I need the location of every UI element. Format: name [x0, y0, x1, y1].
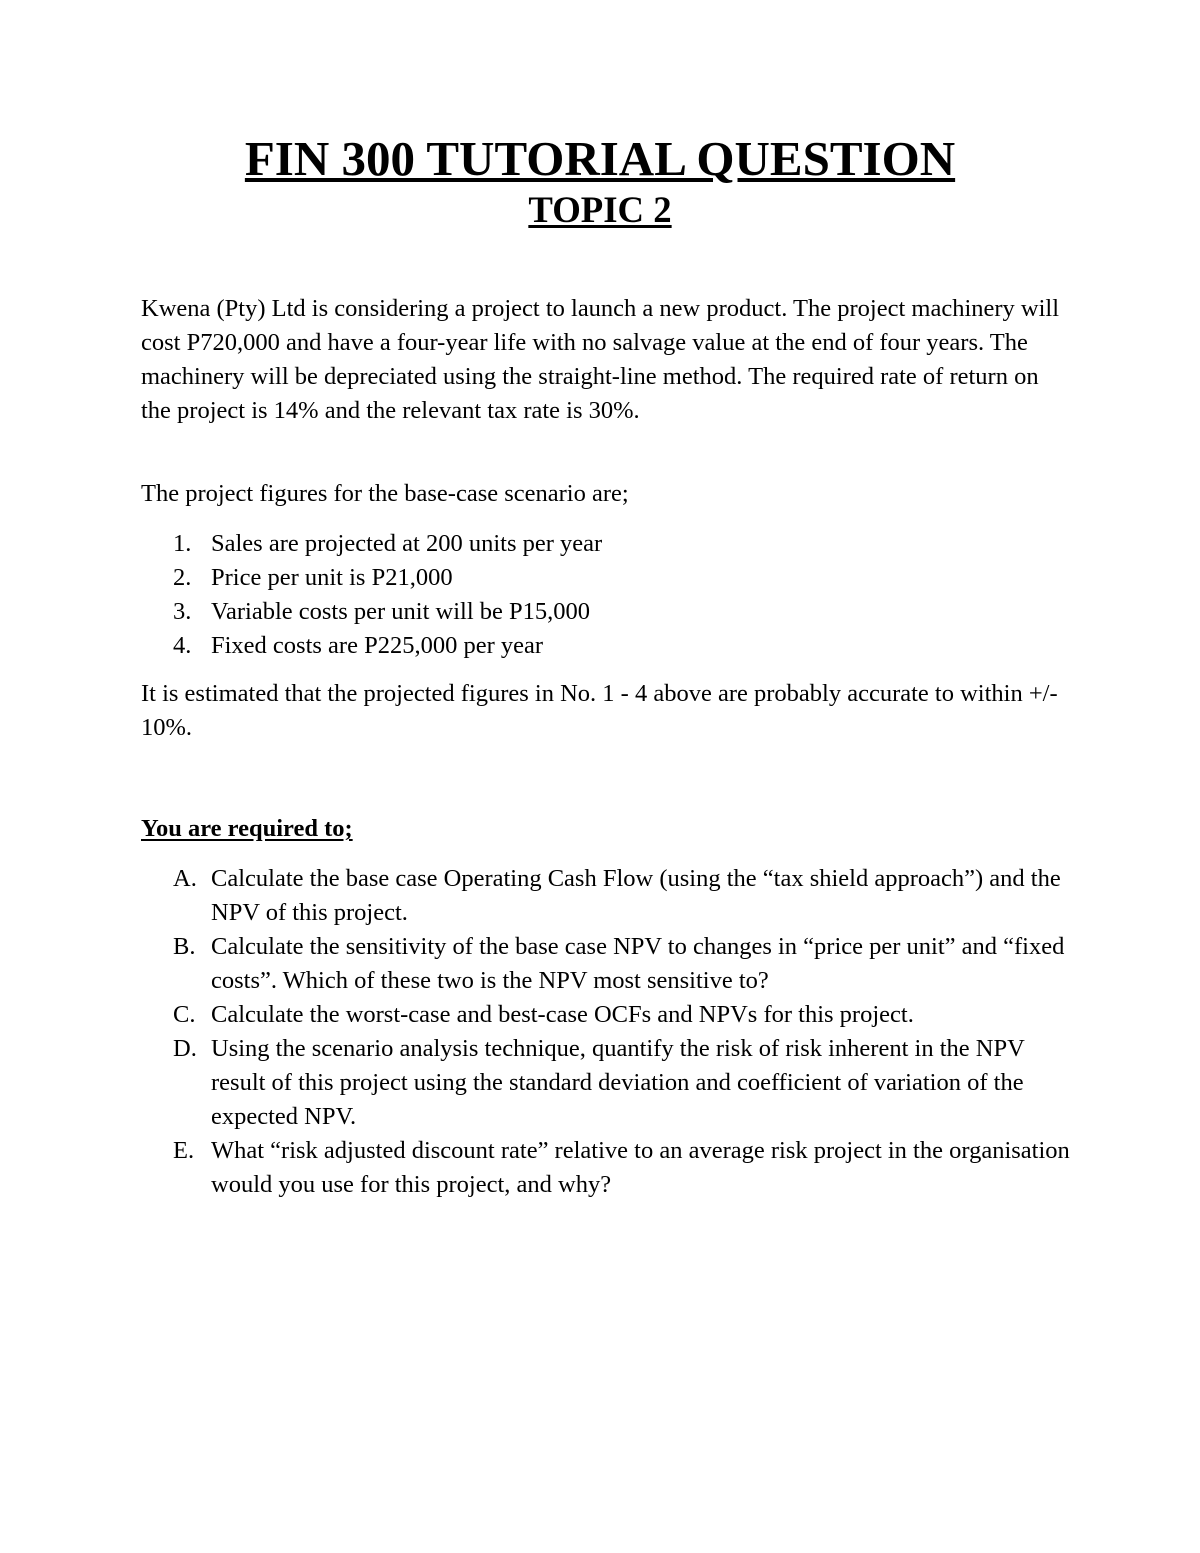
list-item [141, 595, 1071, 629]
list-item-text: Fixed costs are P225,000 per year [211, 632, 544, 659]
document-subtitle: TOPIC 2 [528, 189, 672, 230]
list-item-number: 4. [173, 632, 192, 659]
list-item-text: Calculate the sensitivity of the base case NPV to changes in “price per unit” and “fixed costs”. Which of these two is the NPV most sensitive to? [211, 933, 1065, 994]
document-title: FIN 300 TUTORIAL QUESTION [244, 131, 956, 186]
required-heading: You are required to; [141, 815, 353, 842]
intro-paragraph: Kwena (Pty) Ltd is considering a project to launch a new product. The project machinery will cost P720,000 and have a four-year life with no salvage value at the end of four years. The machinery will be depreciated using the straight-line method. The required rate of return on the project is 14% and the relevant tax rate is 30%. [141, 295, 1060, 424]
list-item-text: Calculate the base case Operating Cash Flow (using the “tax shield approach”) and the NPV of this project. [211, 865, 1061, 926]
list-item-letter: E. [173, 1137, 195, 1164]
list-item-text: Using the scenario analysis technique, quantify the risk of risk inherent in the NPV result of this project using the standard deviation and coefficient of variation of the expected NPV. [211, 1035, 1025, 1130]
list-item-number: 2. [173, 564, 192, 591]
list-item-letter: D. [173, 1035, 197, 1062]
list-item-number: 1. [173, 530, 192, 557]
base-case-figures-list [141, 527, 1071, 663]
list-item-text: Price per unit is P21,000 [211, 564, 453, 591]
list-item [141, 527, 1071, 561]
list-item [141, 629, 1071, 663]
required-tasks-list [141, 862, 1071, 1202]
list-item-number: 3. [173, 598, 192, 625]
list-item-text: What “risk adjusted discount rate” relative to an average risk project in the organisation would you use for this project, and why? [211, 1137, 1070, 1198]
list-item-letter: A. [173, 865, 197, 892]
list-item [141, 862, 1071, 930]
list-item [141, 930, 1071, 998]
list-item [141, 1032, 1071, 1134]
list-item-letter: B. [173, 933, 196, 960]
list-item-text: Sales are projected at 200 units per year [211, 530, 603, 557]
list-item [141, 998, 1071, 1032]
figures-lead: The project figures for the base-case scenario are; [141, 480, 629, 507]
list-item-letter: C. [173, 1001, 196, 1028]
list-item-text: Variable costs per unit will be P15,000 [211, 598, 591, 625]
list-item [141, 561, 1071, 595]
estimate-paragraph: It is estimated that the projected figures in No. 1 - 4 above are probably accurate to within +/- 10%. [141, 680, 1058, 741]
list-item [141, 1134, 1071, 1202]
list-item-text: Calculate the worst-case and best-case OCFs and NPVs for this project. [211, 1001, 914, 1028]
